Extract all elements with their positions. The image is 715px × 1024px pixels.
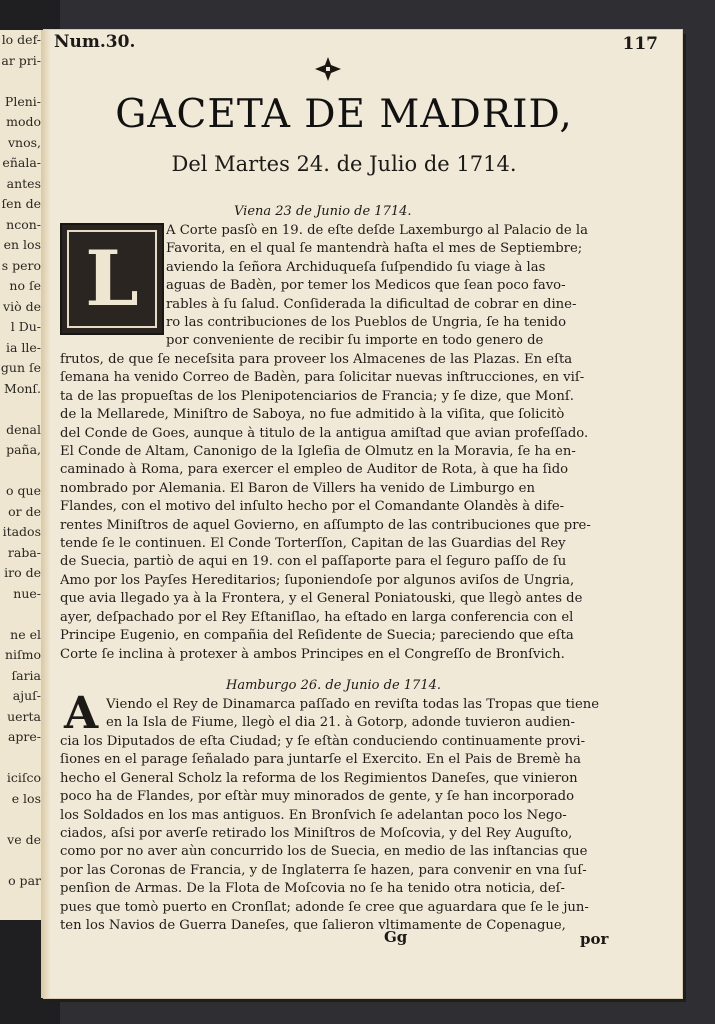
left-page-line: en los [3,237,41,252]
hamburg-text-indented [106,696,646,733]
left-page-fragment [0,30,46,920]
text-line: ciados, aſsi por averſe retirado los Miniſtros de Moſcovia, y del Rey Auguſto, [60,826,573,842]
dateline-hamburg: Hamburgo 26. de Junio de 1714. [226,678,441,693]
text-line: que avia llegado ya à la Frontera, y el General Poniatouski, que llegò antes de [60,591,583,607]
left-page-line: vnos, [7,134,41,150]
left-page-line: or de [8,503,41,519]
left-page-line: antes [6,175,41,191]
text-line: del Conde de Goes, aunque à titulo de la antigua amiſtad que avian profeſſado. [60,425,589,441]
left-page-line: uerta [7,708,41,724]
left-page-line: denal [6,421,41,437]
page-number: 117 [622,34,658,54]
vienna-text-narrow [166,222,646,351]
left-page-line [0,809,44,830]
text-line: Favorita, en el qual ſe mantendrà haſta el mes de Septiembre; [166,241,583,257]
hamburg-initial: A [64,688,99,739]
text-line: nombrado por Alemania. El Baron de Villers ha venido de Limburgo en [60,480,535,496]
text-line: Amo por los Payſes Hereditarios; ſuponiendoſe por algunos aviſos de Ungria, [60,572,575,588]
masthead-title: GACETA DE MADRID, [115,92,573,137]
left-page-line [0,399,44,420]
left-page-line: ne el [10,626,41,642]
text-line: rables à ſu ſalud. Conſiderada la dificultad de cobrar en dine- [166,296,577,312]
signature-mark: Gg [384,928,408,946]
dateline-vienna: Viena 23 de Junio de 1714. [234,204,412,219]
left-page-line: apre- [7,729,41,744]
text-line: ayer, deſpachado por el Rey Eſtaniſlao, ha eſtado en larga conferencia con el [60,609,574,625]
left-page-line: viò de [3,298,41,314]
text-line: aguas de Badèn, por temer los Medicos que ſean poco favo- [166,278,566,294]
text-line: El Conde de Altam, Canonigo de la Igleſia de Olmutz en la Moravia, ſe ha en- [60,444,576,460]
left-page-line: iciſco [6,770,41,785]
left-page-line: ſaria [11,667,41,683]
text-line: de la Mellarede, Miniſtro de Saboya, no fue admitido à la viſita, que ſolicitò [60,407,565,423]
text-line: caminado à Roma, para exercer el empleo de Auditor de Rota, à que ha ſido [60,462,569,478]
cross-ornament-icon [314,56,342,82]
left-page-line: ncon- [6,216,41,232]
text-line: ten los Navios de Guerra Daneſes, que ſalieron vltimamente de Copenague, [60,918,566,934]
left-page-line: ve de [7,831,41,847]
text-line: pues que tomò puerto en Cronſlat; adonde ſe cree que aguardara que ſe le jun- [60,899,589,915]
left-page-line: l Du- [10,319,41,334]
drop-cap-border [67,230,157,328]
text-line: penſion de Armas. De la Flota de Moſcovia no ſe ha tenido otra noticia, deſ- [60,881,565,897]
left-page-line: e los [11,790,41,806]
left-page-line: Monſ. [4,380,41,396]
text-line: Viendo el Rey de Dinamarca paſſado en reviſta todas las Tropas que tiene [106,697,600,712]
text-line: de Suecia, partiò de aqui en 19. con el paſſaporte para el ſeguro paſſo de ſu [60,554,567,570]
text-line: por conveniente de recibir ſu importe en todo genero de [166,333,544,349]
left-page-line: modo [6,114,41,129]
left-page-line: no ſe [9,278,41,293]
text-line: en la Isla de Fiume, llegò el dia 21. à Gotorp, adonde tuvieron audien- [106,715,575,731]
left-page-line: paña, [6,442,41,457]
text-line: ro las contribuciones de los Pueblos de Ungria, ſe ha tenido [166,315,567,331]
left-page-line: gun ſe [0,360,41,375]
left-page-line [0,850,44,871]
left-page-line: o par [8,872,41,888]
catchword: por [580,930,609,948]
left-page-line: ia lle- [5,339,41,355]
left-page-line: Pleni- [4,93,41,109]
left-page-line [0,461,44,482]
text-line: poco ha de Flandes, por eſtàr muy minorados de gente, y ſe han incorporado [60,789,575,805]
left-page-line: niſmo [4,647,41,662]
left-page-line: eñala- [2,155,41,170]
text-line: los Soldados en los mas antiguos. En Bronſvich ſe adelantan poco los Nego- [60,807,567,823]
hamburg-text-full [60,733,646,935]
left-page-line: ſen de [1,196,41,211]
left-page-line [0,71,44,92]
text-line: Corte ſe inclina à protexer à ambos Principes en el Congreſſo de Bronſvich. [60,646,565,662]
left-page-line: iro de [4,565,41,580]
text-line: por las Coronas de Francia, y de Inglaterra ſe hazen, para convenir en vna ſuſ- [60,862,587,878]
issue-number: Num.30. [54,32,136,52]
issue-date: Del Martes 24. de Julio de 1714. [171,152,517,176]
gazette-page [44,30,682,998]
left-page-line: itados [2,524,41,539]
text-line: cia los Diputados de eſta Ciudad; y ſe eſtàn conduciendo continuamente provi- [60,734,586,749]
left-page-line: ajuſ- [12,688,41,703]
left-page-line: s pero [1,257,41,273]
left-page-line: raba- [7,544,41,560]
text-line: ſiones en el parage ſeñalado para juntarſe el Exercito. En el Pais de Bremè ha [60,752,582,768]
left-page-line [0,748,44,769]
text-line: tende ſe le continuen. El Conde Torterſſon, Capitan de las Guardias del Rey [60,536,566,552]
text-line: ta de las propueſtas de los Plenipotenciarios de Francia; y ſe dize, que Monſ. [60,388,574,404]
vienna-text-full [60,351,646,664]
text-line: como por no aver aùn concurrido los de Suecia, en medio de las inſtancias que [60,844,588,860]
text-line: hecho el General Scholz la reforma de los Regimientos Daneſes, que vinieron [60,770,578,786]
text-line: Flandes, con el motivo del inſulto hecho por el Comandante Olandès à dife- [60,499,565,515]
text-line: Principe Eugenio, en compañia del Reſidente de Suecia; pareciendo que eſta [60,628,574,644]
left-page-line: o que [6,483,41,498]
left-page-line: ar pri- [1,52,41,68]
text-line: A Corte pasſò en 19. de eſte deſde Laxemburgo al Palacio de la [166,223,588,238]
left-page-line [0,604,44,625]
drop-cap-letter: L [85,234,139,323]
drop-cap-frame [60,223,164,335]
text-line: ſemana ha venido Correo de Badèn, para ſolicitar nuevas inſtrucciones, en viſ- [60,370,585,386]
text-line: rentes Miniſtros de aquel Govierno, en aſſumpto de las contribuciones que pre- [60,517,591,533]
left-page-line: lo def- [1,32,41,47]
text-line: aviendo la ſeñora Archiduqueſa ſuſpendido ſu viage à las [166,259,546,275]
left-page-line: nue- [13,585,41,601]
text-line: frutos, de que ſe neceſsita para proveer los Almacenes de las Plazas. En eſta [60,352,573,367]
